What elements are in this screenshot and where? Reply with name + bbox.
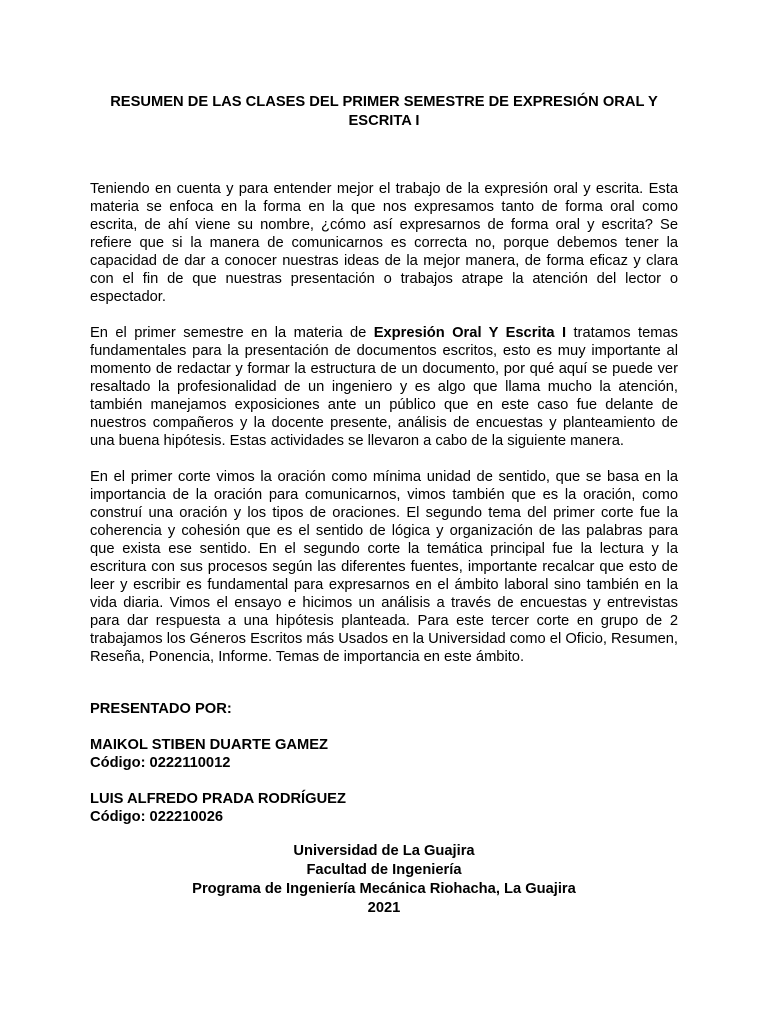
year: 2021 — [367, 900, 401, 916]
author-code: Código: 022210026 — [90, 809, 224, 825]
authors-section — [90, 700, 678, 826]
program-name: Programa de Ingeniería Mecánica Riohacha, La Guajira — [192, 881, 576, 897]
paragraph-2-rest: tratamos temas fundamentales para la presentación de documentos escritos, esto es muy importante al momento de redactar y formar la estructura de un documento, por qué aquí se puede ver resaltado la profesionalidad de un ingeniero y es algo que llama mucho la atención, también manejamos exposiciones ante un público que en este caso fue delante de nuestros compañeros y la docente presente, análisis de encuestas y planteamiento de una buena hipótesis. Estas actividades se llevaron a cabo de la siguiente manera. — [90, 325, 679, 449]
document-title: RESUMEN DE LAS CLASES DEL PRIMER SEMESTRE DE EXPRESIÓN ORAL Y ESCRITA I — [110, 94, 658, 129]
document-body — [90, 180, 678, 684]
institution-footer — [90, 842, 678, 918]
paragraph-1: Teniendo en cuenta y para entender mejor el trabajo de la expresión oral y escrita. Esta materia se enfoca en la forma en la que nos expresamos tanto de forma oral como escrita, de ahí viene su nombre, ¿cómo así expresarnos de forma oral y escrita? Se refiere que si la manera de comunicarnos es correcta no, porque debemos tener la capacidad de dar a conocer nuestras ideas de la mejor manera, de forma eficaz y clara con el fin de que nuestras presentación o trabajos atrape la atención del lector o espectador. — [90, 181, 678, 305]
faculty-name: Facultad de Ingeniería — [306, 862, 462, 878]
author-code: Código: 0222110012 — [90, 755, 231, 771]
paragraph-3: En el primer corte vimos la oración como mínima unidad de sentido, que se basa en la importancia de la oración para comunicarnos, vimos también que es la oración, como construí una oración y los tipos de oraciones. El segundo tema del primer corte fue la coherencia y cohesión que es el sentido de lógica y organización de las palabras para que exista ese sentido. En el segundo corte la temática principal fue la lectura y la escritura con sus procesos según las diferentes fuentes, importante recalcar que esto de leer y escribir es fundamental para expresarnos en el ámbito laboral sino también en la vida diaria. Vimos el ensayo e hicimos un análisis a través de encuestas y entrevistas para dar respuesta a una hipótesis planteada. Para este tercer corte en grupo de 2 trabajamos los Géneros Escritos más Usados en la Universidad como el Oficio, Resumen, Reseña, Ponencia, Informe. Temas de importancia en este ámbito. — [90, 469, 678, 665]
paragraph-2-intro: En el primer semestre en la materia de — [90, 325, 374, 341]
author-name: LUIS ALFREDO PRADA RODRÍGUEZ — [90, 791, 346, 807]
paragraph-2 — [90, 324, 678, 450]
university-name: Universidad de La Guajira — [293, 843, 475, 859]
presented-by-label: PRESENTADO POR: — [90, 701, 232, 717]
author-name: MAIKOL STIBEN DUARTE GAMEZ — [90, 737, 328, 753]
course-name: Expresión Oral Y Escrita I — [373, 325, 567, 341]
